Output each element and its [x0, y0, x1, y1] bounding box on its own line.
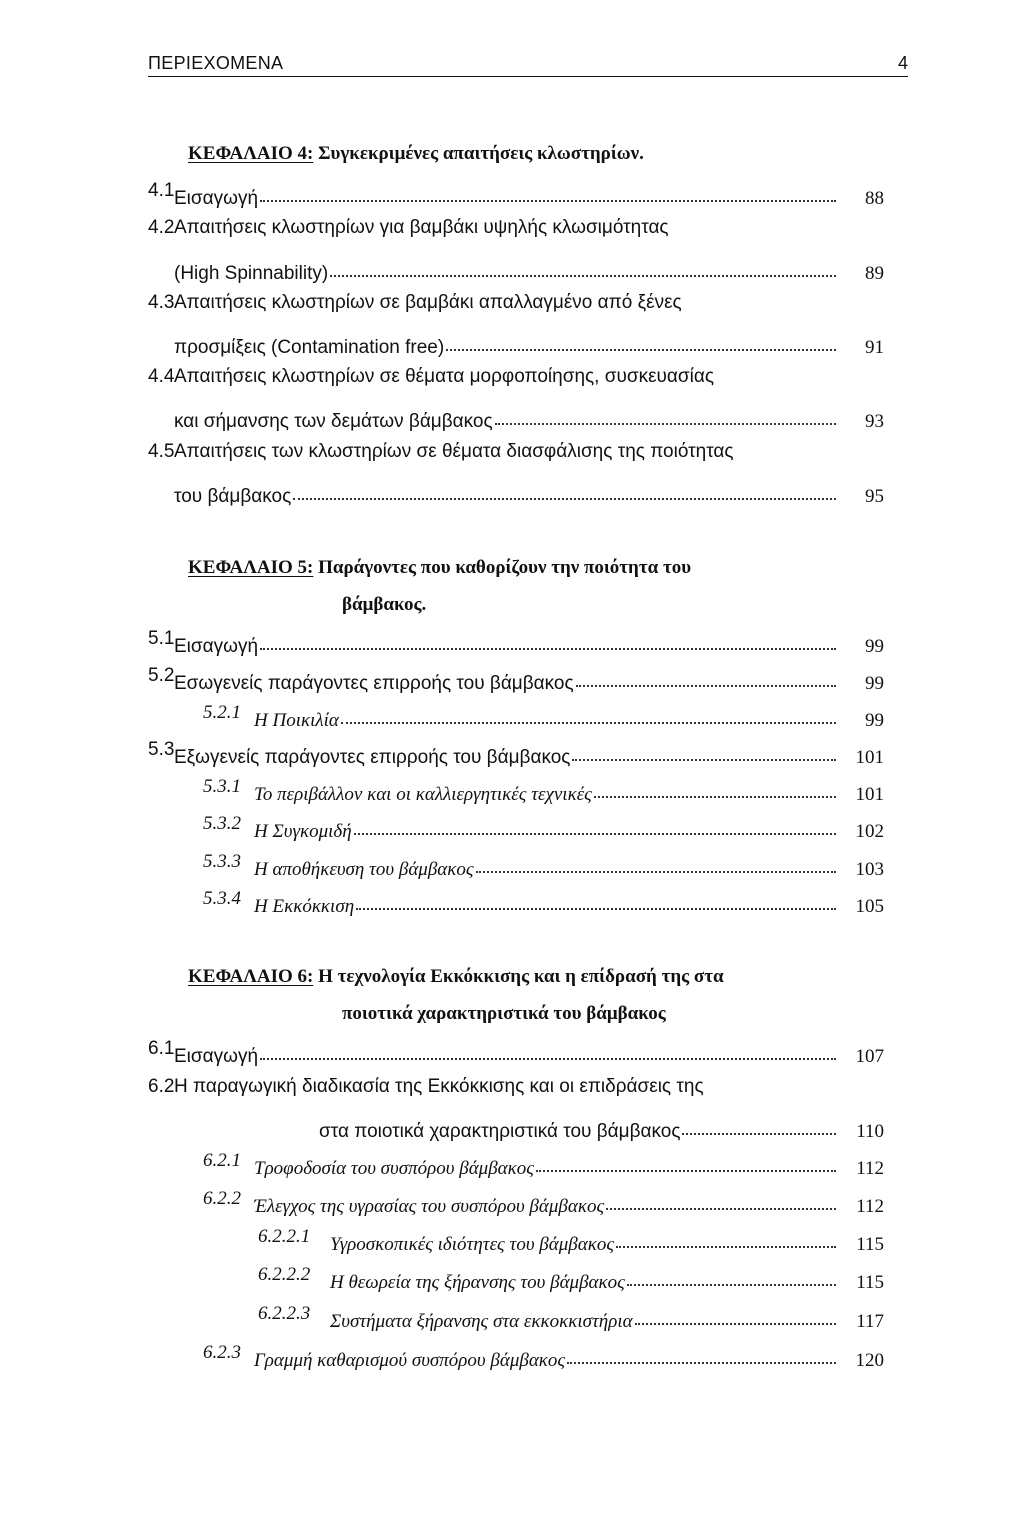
dot-leader [293, 478, 836, 502]
dot-leader [567, 1342, 836, 1366]
toc-entry-6-2-2[interactable] [148, 1188, 884, 1218]
toc-entry-6-2-3[interactable] [148, 1342, 884, 1372]
toc-entry-4-2[interactable] [148, 255, 884, 285]
toc-entry-5-3-1[interactable] [148, 776, 884, 806]
entry-number: 5.3.1 [203, 776, 241, 797]
entry-page: 101 [855, 747, 884, 768]
entry-number: 6.2.3 [203, 1342, 241, 1363]
toc-entry-4-1[interactable] [148, 180, 884, 210]
chapter-5-label: ΚΕΦΑΛΑΙΟ 5: [188, 557, 314, 578]
dot-leader [536, 1150, 836, 1174]
dot-leader [635, 1303, 836, 1327]
toc-entry-6-2-1[interactable] [148, 1150, 884, 1180]
toc-entry-5-3-2[interactable] [148, 813, 884, 843]
entry-number: 5.1 [148, 628, 175, 649]
dot-leader [330, 255, 836, 279]
entry-number: 5.3.3 [203, 851, 241, 872]
entry-title: Συστήματα ξήρανσης στα εκκοκκιστήρια [330, 1311, 633, 1332]
entry-page: 89 [865, 263, 884, 284]
toc-entry-4-4[interactable] [148, 403, 884, 433]
entry-number: 5.3.4 [203, 888, 241, 909]
toc-entry-6-2-2-3[interactable] [148, 1303, 884, 1333]
toc-entry-4-2-number: 4.2 [148, 217, 175, 238]
entry-number: 6.2.2.3 [258, 1303, 311, 1324]
entry-title: στα ποιοτικά χαρακτηριστικά του βάμβακος [319, 1121, 681, 1142]
dot-leader [354, 813, 836, 837]
toc-entry-5-1[interactable] [148, 628, 884, 658]
entry-number: 6.2.2.1 [258, 1226, 311, 1247]
dot-leader [446, 329, 836, 353]
toc-entry-5-2-1[interactable] [148, 702, 884, 732]
chapter-4-heading [188, 143, 644, 165]
header-title: ΠΕΡΙΕΧΟΜΕΝΑ [148, 53, 284, 73]
chapter-4-title: Συγκεκριμένες απαιτήσεις κλωστηρίων. [318, 143, 644, 164]
chapter-6-title-line2: ποιοτικά χαρακτηριστικά του βάμβακος [342, 1003, 666, 1024]
entry-page: 112 [856, 1196, 884, 1217]
dot-leader [260, 1038, 836, 1062]
entry-number: 5.3 [148, 739, 175, 760]
dot-leader [260, 180, 836, 204]
entry-page: 112 [856, 1158, 884, 1179]
dot-leader [356, 888, 836, 912]
dot-leader [576, 665, 836, 689]
entry-number: 6.2.2.2 [258, 1264, 311, 1285]
entry-title: Γραμμή καθαρισμού συσπόρου βάμβακος [254, 1350, 566, 1371]
entry-page: 95 [865, 486, 884, 507]
toc-entry-4-4-line1: Απαιτήσεις κλωστηρίων σε θέματα μορφοποίησης, συσκευασίας [174, 366, 714, 387]
chapter-5-heading [188, 557, 691, 579]
entry-page: 103 [855, 859, 884, 880]
toc-entry-4-5-number: 4.5 [148, 441, 175, 462]
entry-page: 88 [865, 188, 884, 209]
chapter-6-label: ΚΕΦΑΛΑΙΟ 6: [188, 966, 314, 987]
toc-entry-5-2[interactable] [148, 665, 884, 695]
toc-entry-6-2-line1: Η παραγωγική διαδικασία της Εκκόκκισης και οι επιδράσεις της [174, 1076, 704, 1097]
entry-title: Εσωγενείς παράγοντες επιρροής του βάμβακος [174, 673, 574, 694]
toc-entry-6-1[interactable] [148, 1038, 884, 1068]
dot-leader [260, 628, 836, 652]
entry-title: Εισαγωγή [174, 188, 259, 209]
entry-page: 115 [856, 1234, 884, 1255]
dot-leader [682, 1113, 836, 1137]
entry-page: 115 [856, 1272, 884, 1293]
toc-entry-4-3-number: 4.3 [148, 292, 175, 313]
chapter-5-title-line2: βάμβακος. [342, 594, 427, 615]
entry-title: Η θεωρεία της ξήρανσης του βάμβακος [330, 1272, 625, 1293]
toc-entry-6-2-2-2[interactable] [148, 1264, 884, 1294]
toc-entry-4-3-line1: Απαιτήσεις κλωστηρίων σε βαμβάκι απαλλαγμένο από ξένες [174, 292, 682, 313]
entry-page: 105 [855, 896, 884, 917]
entry-title: Η Εκκόκκιση [254, 896, 355, 917]
entry-title: Η αποθήκευση του βάμβακος [254, 859, 474, 880]
dot-leader [627, 1264, 836, 1288]
entry-title: Έλεγχος της υγρασίας του συσπόρου βάμβακος [254, 1196, 605, 1217]
toc-entry-4-3[interactable] [148, 329, 884, 359]
entry-number: 5.2 [148, 665, 175, 686]
entry-number: 6.1 [148, 1038, 175, 1059]
toc-entry-6-2[interactable] [148, 1113, 884, 1143]
entry-number: 6.2.1 [203, 1150, 241, 1171]
entry-title: Εισαγωγή [174, 636, 259, 657]
entry-title: και σήμανσης των δεμάτων βάμβακος [174, 411, 493, 432]
toc-entry-6-2-2-1[interactable] [148, 1226, 884, 1256]
entry-title: Η Ποικιλία [254, 710, 339, 731]
entry-page: 93 [865, 411, 884, 432]
header-page-number: 4 [897, 53, 908, 73]
dot-leader [616, 1226, 836, 1250]
page-header [148, 52, 908, 77]
entry-title: Τροφοδοσία του συσπόρου βάμβακος [254, 1158, 534, 1179]
dot-leader [594, 776, 836, 800]
entry-number: 5.3.2 [203, 813, 241, 834]
toc-entry-4-5[interactable] [148, 478, 884, 508]
chapter-5-title-line1: Παράγοντες που καθορίζουν την ποιότητα του [318, 557, 692, 578]
toc-entry-4-5-line1: Απαιτήσεις των κλωστηρίων σε θέματα διασφάλισης της ποιότητας [174, 441, 734, 462]
entry-number: 4.1 [148, 180, 175, 201]
toc-entry-4-4-number: 4.4 [148, 366, 175, 387]
entry-number: 6.2.2 [203, 1188, 241, 1209]
toc-entry-5-3[interactable] [148, 739, 884, 769]
entry-title: Εισαγωγή [174, 1046, 259, 1067]
entry-title: Υγροσκοπικές ιδιότητες του βάμβακος [330, 1234, 615, 1255]
toc-entry-5-3-4[interactable] [148, 888, 884, 918]
entry-page: 120 [855, 1350, 884, 1371]
entry-page: 117 [856, 1311, 884, 1332]
chapter-4-label: ΚΕΦΑΛΑΙΟ 4: [188, 143, 314, 164]
chapter-6-title-line1: Η τεχνολογία Εκκόκκισης και η επίδρασή της στα [318, 966, 724, 987]
entry-title: (High Spinnability) [174, 263, 329, 284]
toc-entry-4-2-line1: Απαιτήσεις κλωστηρίων για βαμβάκι υψηλής κλωσιμότητας [174, 217, 669, 238]
dot-leader [495, 403, 836, 427]
toc-entry-5-3-3[interactable] [148, 851, 884, 881]
entry-page: 99 [865, 636, 884, 657]
entry-page: 99 [865, 673, 884, 694]
entry-page: 101 [855, 784, 884, 805]
entry-title: προσμίξεις (Contamination free) [174, 337, 445, 358]
entry-page: 107 [855, 1046, 884, 1067]
entry-page: 102 [855, 821, 884, 842]
entry-page: 99 [865, 710, 884, 731]
entry-page: 91 [865, 337, 884, 358]
toc-entry-6-2-number: 6.2 [148, 1076, 175, 1097]
entry-title: Εξωγενείς παράγοντες επιρροής του βάμβακος [174, 747, 571, 768]
chapter-6-heading [188, 966, 724, 988]
dot-leader [606, 1188, 836, 1212]
entry-title: Το περιβάλλον και οι καλλιεργητικές τεχνικές [254, 784, 592, 805]
dot-leader [476, 851, 836, 875]
entry-number: 5.2.1 [203, 702, 241, 723]
entry-title: Η Συγκομιδή [254, 821, 352, 842]
dot-leader [572, 739, 836, 763]
dot-leader [341, 702, 836, 726]
entry-title: του βάμβακος [174, 486, 292, 507]
entry-page: 110 [856, 1121, 884, 1142]
